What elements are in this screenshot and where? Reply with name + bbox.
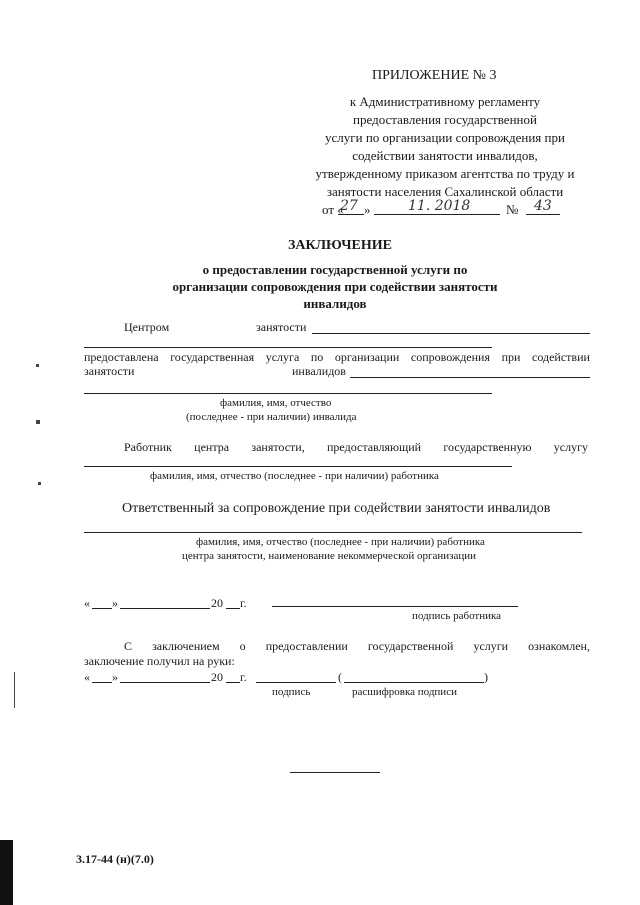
responsible-field[interactable] — [84, 532, 582, 533]
appendix-title: ПРИЛОЖЕНИЕ № 3 — [372, 68, 497, 83]
worker-word: занятости, — [251, 440, 305, 454]
scan-mark — [36, 420, 40, 424]
subtitle-line: организации сопровождения при содействии занятости — [172, 279, 498, 294]
worker-signature-caption: подпись работника — [412, 610, 502, 622]
subtitle-line: инвалидов — [303, 296, 367, 311]
date-day-field[interactable] — [92, 608, 112, 609]
date-close: » — [112, 670, 118, 684]
worker-word: государственную — [443, 440, 532, 454]
worker-signature-field[interactable] — [272, 606, 518, 607]
responsible-caption: центра занятости, наименование некоммерческой организации — [182, 550, 477, 562]
title-subtitle — [120, 262, 550, 313]
scan-mark — [36, 364, 39, 367]
provided-word: услуга — [265, 350, 300, 364]
year-prefix: 20 — [211, 670, 223, 684]
worker-field[interactable] — [84, 466, 512, 467]
form-code: 3.17-44 (н)(7.0) — [76, 852, 154, 866]
center-word: Центром — [124, 320, 170, 334]
date-close: » — [112, 596, 118, 610]
header-line: занятости населения Сахалинской области — [326, 184, 564, 199]
ack-line-2: заключение получил на руки: — [84, 654, 235, 668]
center-name-field-2[interactable] — [84, 347, 492, 348]
ack-word: о — [239, 639, 246, 653]
date-month-field[interactable] — [120, 608, 210, 609]
order-number-line — [526, 214, 560, 215]
signature-decoding-field[interactable] — [344, 682, 484, 683]
responsible-line: Ответственный за сопровождение при содействии занятости инвалидов — [122, 501, 551, 516]
order-prefix: от « — [322, 202, 344, 217]
scan-edge-bar — [0, 840, 13, 905]
ack-word: С — [124, 639, 133, 653]
worker-line — [124, 440, 588, 455]
ack-word: государственной — [367, 639, 454, 653]
disabled-person-field[interactable] — [350, 377, 590, 378]
year-prefix: 20 — [211, 596, 223, 610]
worker-word: предоставляющий — [327, 440, 422, 454]
worker-caption: фамилия, имя, отчество (последнее - при наличии) работника — [150, 470, 439, 482]
header-block — [280, 94, 610, 202]
date-open: « — [84, 670, 90, 684]
order-day: 27 — [340, 198, 358, 214]
provided-word: при — [501, 350, 521, 364]
decoding-caption: расшифровка подписи — [352, 686, 457, 698]
header-line: утвержденному приказом агентства по труду и — [315, 166, 575, 181]
header-line: содействии занятости инвалидов, — [352, 148, 538, 163]
document-title: ЗАКЛЮЧЕНИЕ — [287, 238, 393, 253]
fio-caption: (последнее - при наличии) инвалида — [186, 411, 357, 423]
order-day-line — [338, 214, 364, 215]
order-number: 43 — [534, 198, 552, 214]
order-date-line — [374, 214, 500, 215]
ack-word: ознакомлен, — [528, 639, 590, 653]
date-month-field[interactable] — [120, 682, 210, 683]
date-day-field[interactable] — [92, 682, 112, 683]
header-line: к Административному регламенту — [349, 94, 541, 109]
responsible-caption: фамилия, имя, отчество (последнее - при наличии) работника — [196, 536, 485, 548]
paren-open: ( — [338, 670, 342, 684]
provided-word: организации — [334, 350, 400, 364]
ack-word: услуги — [473, 639, 509, 653]
worker-word: услугу — [553, 440, 588, 454]
disabled-word: инвалидов — [292, 364, 346, 378]
ack-word: предоставлении — [265, 639, 348, 653]
year-suffix: г. — [240, 596, 247, 610]
scan-mark — [38, 482, 41, 485]
employment-word-2: занятости — [84, 364, 135, 378]
fio-caption: фамилия, имя, отчество — [220, 397, 332, 409]
provided-word: предоставлена — [84, 350, 159, 364]
order-mid: » — [364, 202, 371, 217]
paren-close: ) — [484, 670, 488, 684]
provided-word: по — [310, 350, 324, 364]
ack-word: заключением — [152, 639, 220, 653]
order-number-label: № — [506, 202, 519, 217]
provided-word: сопровождения — [410, 350, 490, 364]
provided-word: содействии — [532, 350, 590, 364]
scan-mark — [14, 672, 15, 708]
subtitle-line: о предоставлении государственной услуги по — [202, 262, 468, 277]
signature-field[interactable] — [256, 682, 336, 683]
provided-line — [84, 350, 590, 365]
signature-caption: подпись — [272, 686, 311, 698]
date-year-field[interactable] — [226, 682, 240, 683]
order-date: 11. 2018 — [408, 198, 471, 214]
worker-word: Работник — [124, 440, 172, 454]
header-line: предоставления государственной — [353, 112, 537, 127]
date-year-field[interactable] — [226, 608, 240, 609]
employment-word: занятости — [256, 320, 307, 334]
ack-line — [124, 639, 590, 654]
header-line: услуги по организации сопровождения при — [325, 130, 565, 145]
year-suffix: г. — [240, 670, 247, 684]
worker-word: центра — [194, 440, 230, 454]
center-name-field[interactable] — [312, 333, 590, 334]
end-separator — [290, 772, 380, 773]
provided-word: государственная — [170, 350, 255, 364]
disabled-person-field-2[interactable] — [84, 393, 492, 394]
date-open: « — [84, 596, 90, 610]
